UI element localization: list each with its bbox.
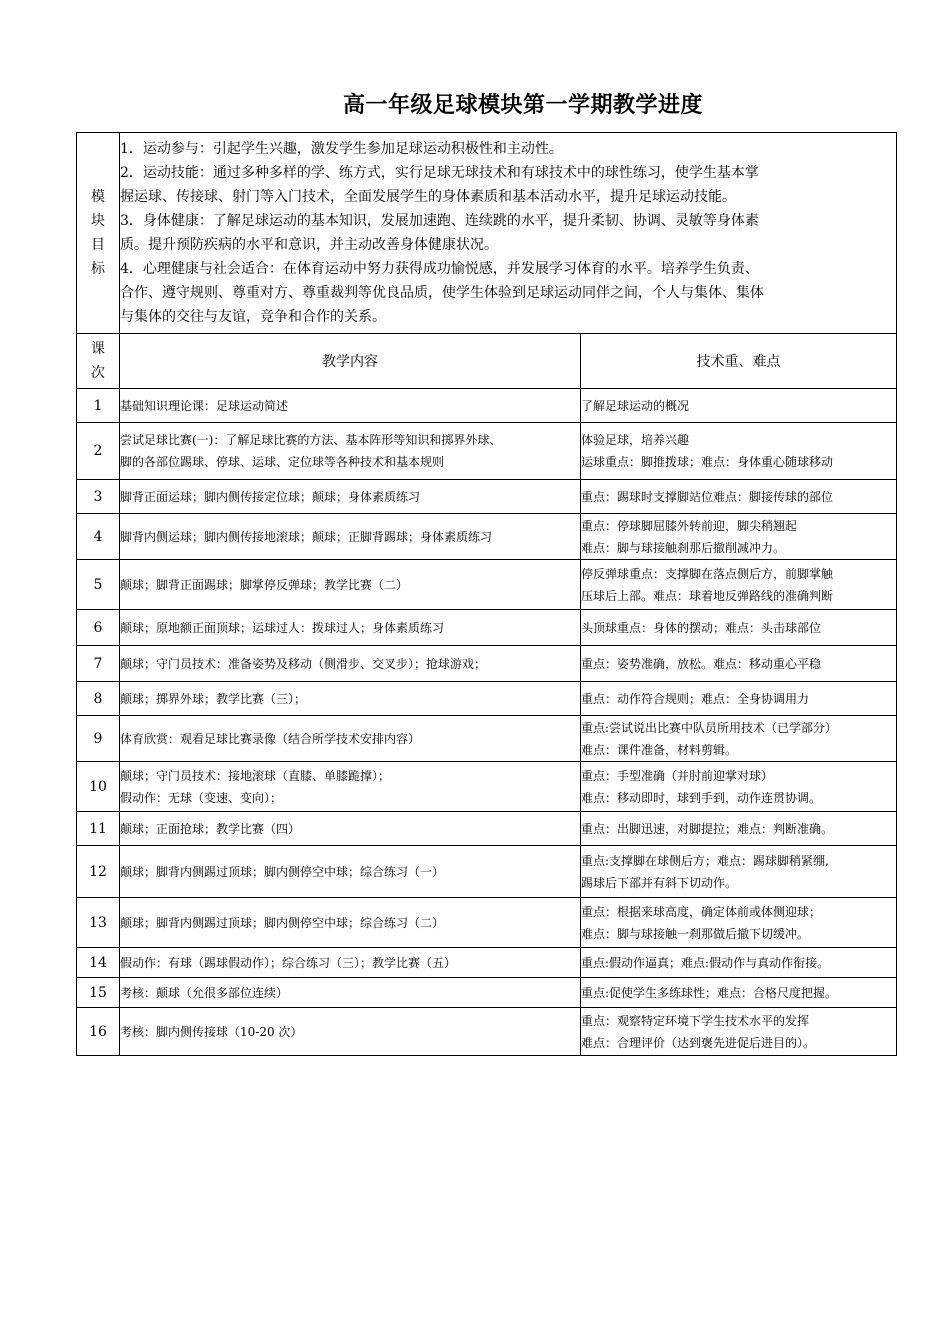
lesson-number: 16 xyxy=(77,1008,120,1056)
focus-line: 重点：根据来球高度，确定体前或体侧迎球； xyxy=(581,904,822,919)
lesson-content xyxy=(120,898,581,948)
goals-label-char: 标 xyxy=(91,261,105,277)
focus-line: 难点：移动即时，球到手到，动作连贯协调。 xyxy=(581,790,822,805)
focus-line: 重点：出脚迅速，对脚提拉；难点：判断准确。 xyxy=(581,821,834,836)
goal-line: 合作、遵守规则、尊重对方、尊重裁判等优良品质，使学生体验到足球运动同伴之间，个人与集体、集体 xyxy=(120,285,764,301)
table-row xyxy=(77,978,897,1008)
lesson-content xyxy=(120,514,581,560)
focus-line: 难点：脚与球接触刹那后撤削减冲力。 xyxy=(581,540,786,555)
focus-line: 运球重点：脚推拨球；难点：身体重心随球移动 xyxy=(581,455,834,469)
focus-line: 重点：姿势准确，放松。难点：移动重心平稳 xyxy=(581,656,822,671)
lesson-number: 2 xyxy=(77,423,120,480)
lesson-content xyxy=(120,948,581,978)
lesson-content xyxy=(120,762,581,812)
focus-line: 重点：观察特定环境下学生技术水平的发挥 xyxy=(581,1013,810,1028)
lesson-number: 3 xyxy=(77,480,120,514)
focus-line: 重点:尝试说出比赛中队员所用技术（已学部分） xyxy=(581,720,838,735)
goal-line: 质。提升预防疾病的水平和意识，并主动改善身体健康状况。 xyxy=(120,237,498,253)
content-line: 脚背内侧运球；脚内侧传接地滚球；颠球；正脚背踢球；身体素质练习 xyxy=(120,529,493,544)
content-line: 颠球；脚背内侧踢过顶球；脚内侧停空中球；综合练习（一） xyxy=(120,864,445,879)
lesson-number: 15 xyxy=(77,978,120,1008)
lesson-content xyxy=(120,682,581,716)
table-row xyxy=(77,514,897,560)
table-row xyxy=(77,898,897,948)
header-content: 教学内容 xyxy=(120,334,581,389)
table-row xyxy=(77,423,897,480)
lesson-number: 14 xyxy=(77,948,120,978)
focus-line: 重点：停球脚屈膝外转前迎，脚尖稍翘起 xyxy=(581,518,798,533)
content-line: 假动作：无球（变速、变向）； xyxy=(120,790,283,805)
table-row xyxy=(77,812,897,846)
lesson-number: 11 xyxy=(77,812,120,846)
header-row xyxy=(77,334,897,389)
lesson-focus xyxy=(581,389,897,423)
table-row xyxy=(77,480,897,514)
lesson-focus xyxy=(581,898,897,948)
goals-label-cell xyxy=(77,133,120,334)
lesson-content xyxy=(120,716,581,762)
content-line: 脚背正面运球；脚内侧传接定位球；颠球；身体素质练习 xyxy=(120,489,421,504)
content-line: 颠球；正面抢球；教学比赛（四） xyxy=(120,821,301,836)
content-line: 基础知识理论课：足球运动简述 xyxy=(120,398,289,413)
header-focus: 技术重、难点 xyxy=(581,334,897,389)
content-line: 颠球；守门员技术：接地滚球（直膝、单膝跪撑）； xyxy=(120,768,391,783)
focus-line: 体验足球，培养兴趣 xyxy=(581,433,690,447)
lesson-number: 4 xyxy=(77,514,120,560)
lesson-content xyxy=(120,646,581,682)
lesson-number: 6 xyxy=(77,610,120,646)
table-row xyxy=(77,846,897,898)
goal-line: 与集体的交往与友谊，竞争和合作的关系。 xyxy=(120,309,386,325)
focus-line: 头顶球重点：身体的摆动；难点：头击球部位 xyxy=(581,620,822,635)
goals-row xyxy=(77,133,897,334)
lesson-content xyxy=(120,978,581,1008)
lesson-content xyxy=(120,560,581,610)
lesson-content xyxy=(120,846,581,898)
focus-line: 重点：踢球时支撑脚站位难点：脚接传球的部位 xyxy=(581,489,834,504)
focus-line: 停反弹球重点：支撑脚在落点侧后方，前脚掌触 xyxy=(581,566,834,581)
lesson-focus xyxy=(581,846,897,898)
lesson-focus xyxy=(581,978,897,1008)
lesson-content xyxy=(120,389,581,423)
header-lesson xyxy=(77,334,120,389)
focus-line: 重点：手型准确（并肘前迎掌对球） xyxy=(581,768,774,783)
content-line: 颠球；脚背正面踢球；脚掌停反弹球；教学比赛（二） xyxy=(120,577,409,592)
lesson-focus xyxy=(581,948,897,978)
goal-line: 2．运动技能：通过多种多样的学、练方式，实行足球无球技术和有球技术中的球性练习，使学生基本掌 xyxy=(120,165,759,181)
content-line: 颠球；原地额正面顶球；运球过人：拨球过人；身体素质练习 xyxy=(120,620,445,635)
goals-label-char: 目 xyxy=(91,237,105,253)
content-line: 考核：颠球（允很多部位连续） xyxy=(120,985,289,1000)
lesson-focus xyxy=(581,514,897,560)
lesson-number: 8 xyxy=(77,682,120,716)
lesson-focus xyxy=(581,682,897,716)
table-row xyxy=(77,1008,897,1056)
lesson-number: 9 xyxy=(77,716,120,762)
page-title: 高一年级足球模块第一学期教学进度 xyxy=(342,93,703,118)
lesson-number: 5 xyxy=(77,560,120,610)
focus-line: 难点：合理评价（达到褒先进促后进目的）。 xyxy=(581,1035,816,1050)
table-row xyxy=(77,646,897,682)
lesson-content xyxy=(120,423,581,480)
focus-line: 重点：动作符合规则；难点：全身协调用力 xyxy=(581,691,810,706)
content-line: 颠球；守门员技术：准备姿势及移动（侧滑步、交叉步）；抢球游戏； xyxy=(120,656,487,671)
table-row xyxy=(77,716,897,762)
focus-line: 压球后上部。难点：球着地反弹路线的准确判断 xyxy=(581,588,834,603)
header-lesson-char: 次 xyxy=(91,365,105,381)
content-line: 考核：脚内侧传接球（10-20 次） xyxy=(120,1024,303,1039)
content-line: 体育欣赏：观看足球比赛录像（结合所学技术安排内容） xyxy=(120,731,421,746)
content-line: 假动作：有球（踢球假动作）；综合练习（三）；教学比赛（五） xyxy=(120,955,457,970)
lesson-focus xyxy=(581,716,897,762)
focus-line: 重点:假动作逼真；难点:假动作与真动作衔接。 xyxy=(581,955,830,970)
lesson-number: 7 xyxy=(77,646,120,682)
table-row xyxy=(77,610,897,646)
content-line: 脚的各部位踢球、停球、运球、定位球等各种技术和基本规则 xyxy=(120,455,445,469)
lesson-content xyxy=(120,480,581,514)
lesson-focus xyxy=(581,812,897,846)
header-lesson-char: 课 xyxy=(91,341,105,357)
goals-text-cell xyxy=(120,133,897,334)
focus-line: 难点：课件准备，材料剪辑。 xyxy=(581,742,738,757)
lesson-content xyxy=(120,812,581,846)
goals-label-char: 块 xyxy=(91,213,105,229)
lesson-focus xyxy=(581,646,897,682)
focus-line: 难点：脚与球接触一刹那做后撤下切缓冲。 xyxy=(581,926,810,941)
lesson-number: 10 xyxy=(77,762,120,812)
goal-line: 4．心理健康与社会适合：在体育运动中努力获得成功愉悦感，并发展学习体育的水平。培养学生负责、 xyxy=(120,261,759,277)
focus-line: 重点:支撑脚在球侧后方；难点：踢球脚稍紧绷, xyxy=(581,853,829,868)
focus-line: 踢球后下部并有斜下切动作。 xyxy=(581,875,738,890)
goal-line: 握运球、传接球、射门等入门技术，全面发展学生的身体素质和基本活动水平，提升足球运动技能。 xyxy=(120,189,736,205)
focus-line: 重点:促使学生多练球性；难点：合格尺度把握。 xyxy=(581,985,838,1000)
lesson-focus xyxy=(581,1008,897,1056)
lesson-number: 12 xyxy=(77,846,120,898)
lesson-focus xyxy=(581,480,897,514)
content-line: 尝试足球比赛(一)：了解足球比赛的方法、基本阵形等知识和掷界外球、 xyxy=(120,433,502,447)
lesson-content xyxy=(120,610,581,646)
lesson-content xyxy=(120,1008,581,1056)
teaching-schedule-table xyxy=(76,132,897,1056)
lesson-focus xyxy=(581,762,897,812)
content-line: 颠球；掷界外球；教学比赛（三）； xyxy=(120,691,307,706)
lesson-focus xyxy=(581,610,897,646)
lesson-focus xyxy=(581,423,897,480)
goal-line: 1．运动参与：引起学生兴趣，激发学生参加足球运动积极性和主动性。 xyxy=(120,141,563,157)
table-row xyxy=(77,762,897,812)
lesson-focus xyxy=(581,560,897,610)
table-row xyxy=(77,682,897,716)
table-row xyxy=(77,948,897,978)
focus-line: 了解足球运动的概况 xyxy=(581,398,690,413)
table-row xyxy=(77,389,897,423)
lesson-number: 13 xyxy=(77,898,120,948)
lesson-number: 1 xyxy=(77,389,120,423)
goal-line: 3．身体健康：了解足球运动的基本知识，发展加速跑、连续跳的水平，提升柔韧、协调、灵敏等身体素 xyxy=(120,213,759,229)
goals-label-char: 模 xyxy=(91,189,105,205)
table-row xyxy=(77,560,897,610)
content-line: 颠球；脚背内侧踢过顶球；脚内侧停空中球；综合练习（二） xyxy=(120,915,445,930)
